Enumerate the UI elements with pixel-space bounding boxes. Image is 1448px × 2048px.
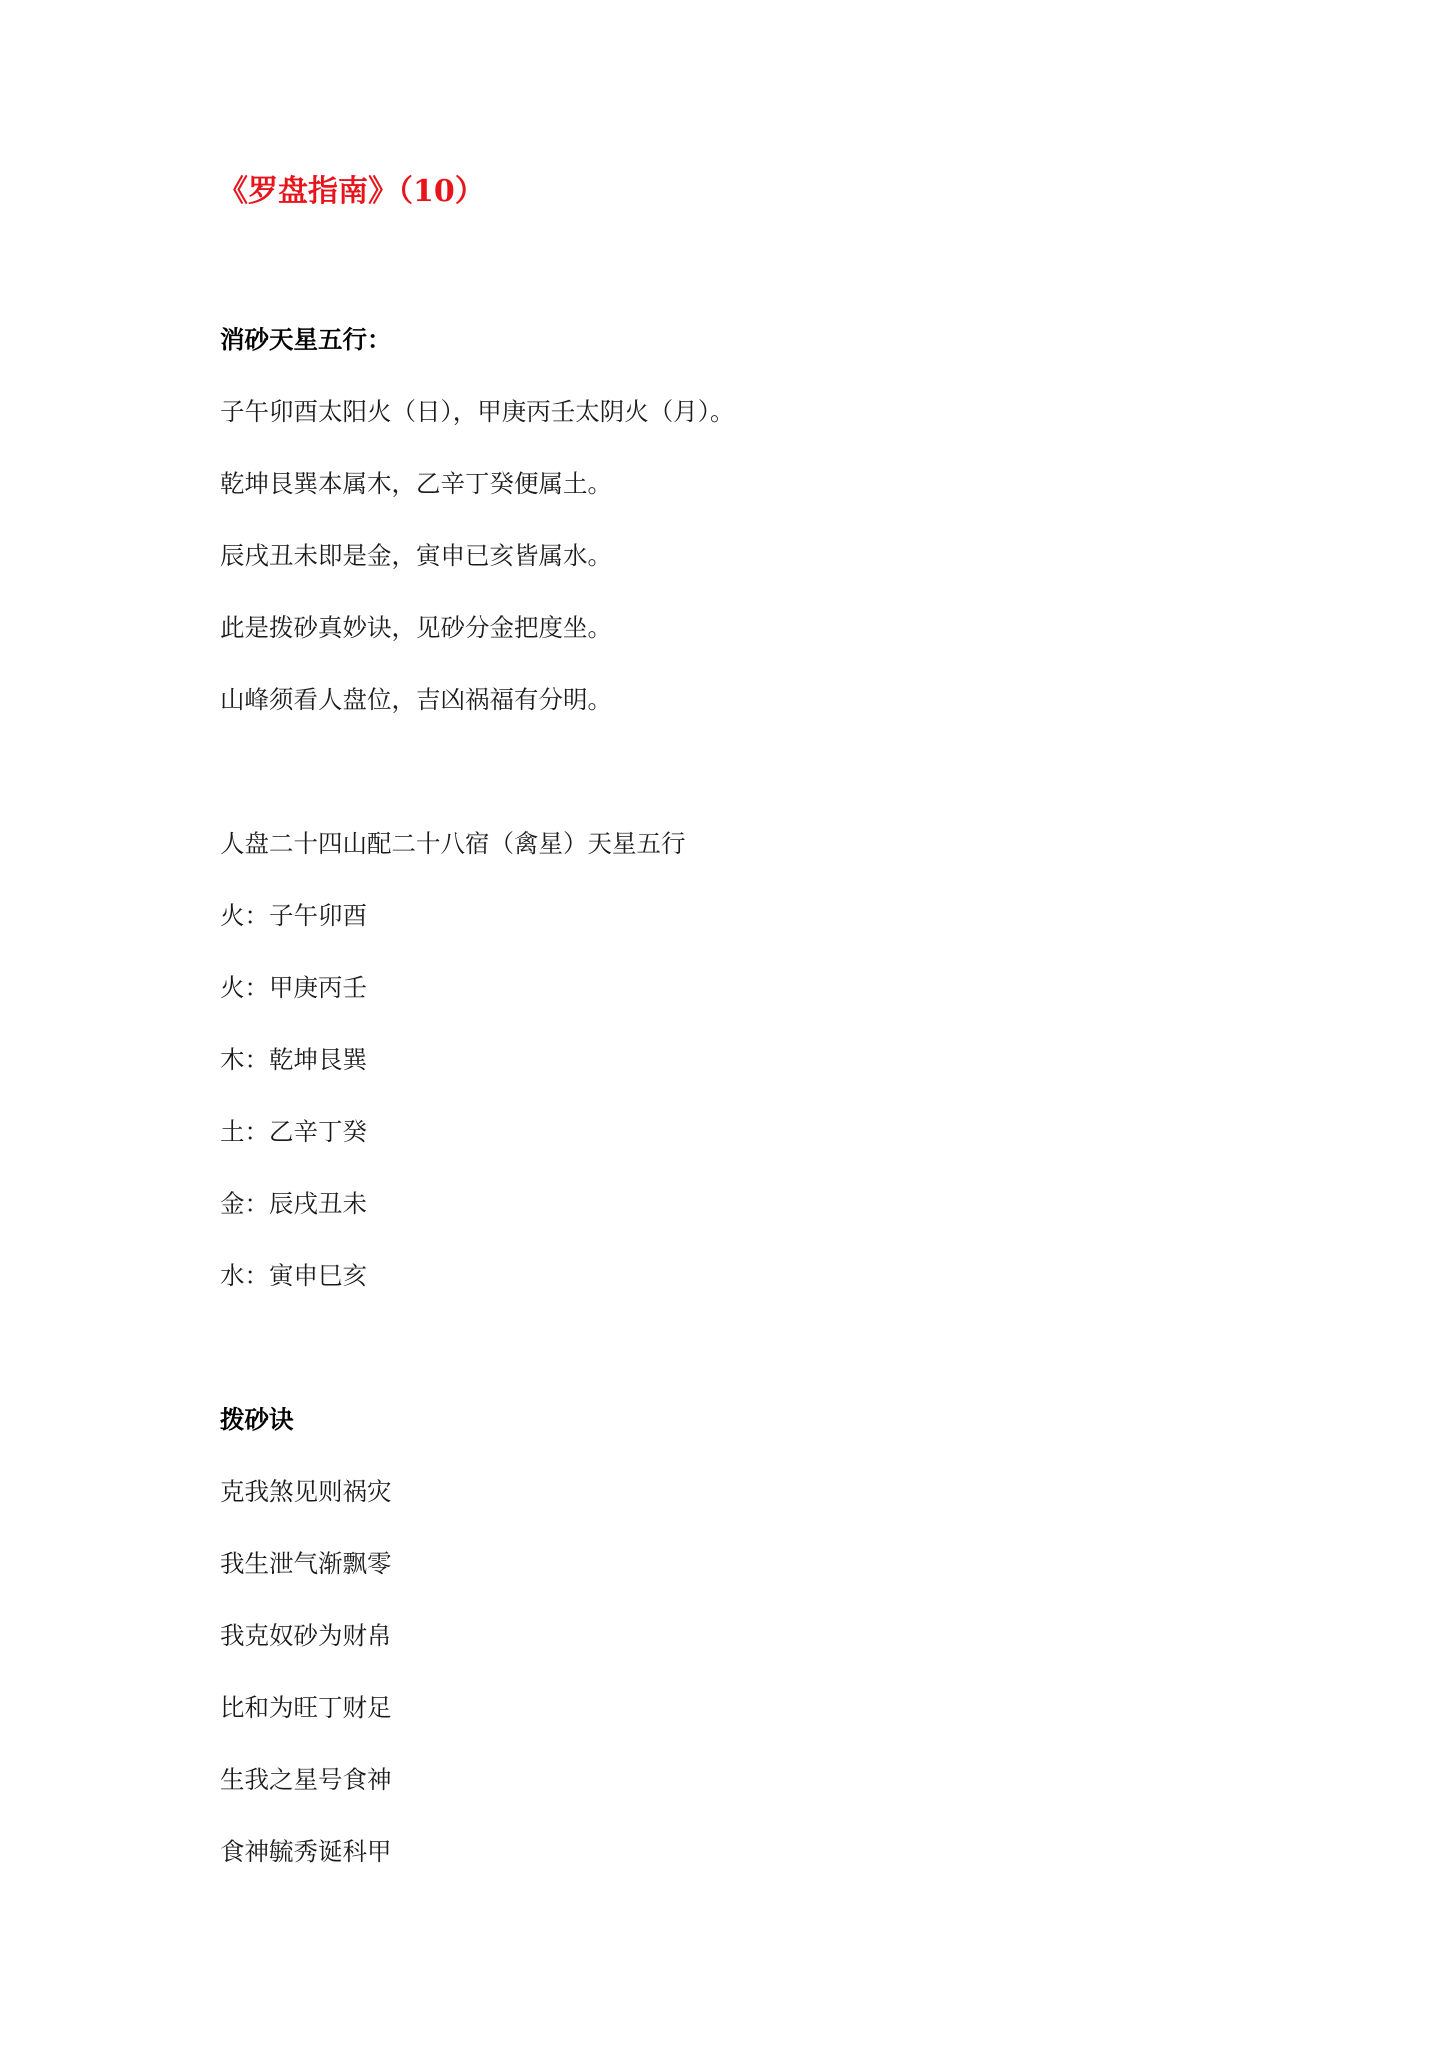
section2-line-2: 火：甲庚丙壬 xyxy=(220,973,367,1002)
section1-line-3: 辰戌丑未即是金，寅申已亥皆属水。 xyxy=(220,541,612,570)
section3-line-4: 比和为旺丁财足 xyxy=(220,1693,392,1722)
section3-line-2: 我生泄气渐飘零 xyxy=(220,1549,392,1578)
section3-line-1: 克我煞见则祸灾 xyxy=(220,1477,392,1506)
section2-line-6: 水：寅申巳亥 xyxy=(220,1261,367,1290)
section2-line-1: 火：子午卯酉 xyxy=(220,901,367,930)
section1-heading: 消砂天星五行： xyxy=(220,325,392,354)
document-title: 《罗盘指南》（10） xyxy=(218,174,485,209)
section1-line-2: 乾坤艮巽本属木，乙辛丁癸便属土。 xyxy=(220,469,612,498)
section3-line-6: 食神毓秀诞科甲 xyxy=(220,1837,392,1866)
section3-line-3: 我克奴砂为财帛 xyxy=(220,1621,392,1650)
section2-line-5: 金：辰戌丑未 xyxy=(220,1189,367,1218)
section1-line-1: 子午卯酉太阳火（日），甲庚丙壬太阴火（月）。 xyxy=(220,397,735,426)
section3-heading: 拨砂诀 xyxy=(220,1405,294,1434)
section2-heading: 人盘二十四山配二十八宿（禽星）天星五行 xyxy=(220,829,686,858)
section2-line-3: 木：乾坤艮巽 xyxy=(220,1045,367,1074)
section1-line-5: 山峰须看人盘位，吉凶祸福有分明。 xyxy=(220,685,612,714)
section1-line-4: 此是拨砂真妙诀，见砂分金把度坐。 xyxy=(220,613,612,642)
section2-line-4: 土：乙辛丁癸 xyxy=(220,1117,367,1146)
section3-line-5: 生我之星号食神 xyxy=(220,1765,392,1794)
